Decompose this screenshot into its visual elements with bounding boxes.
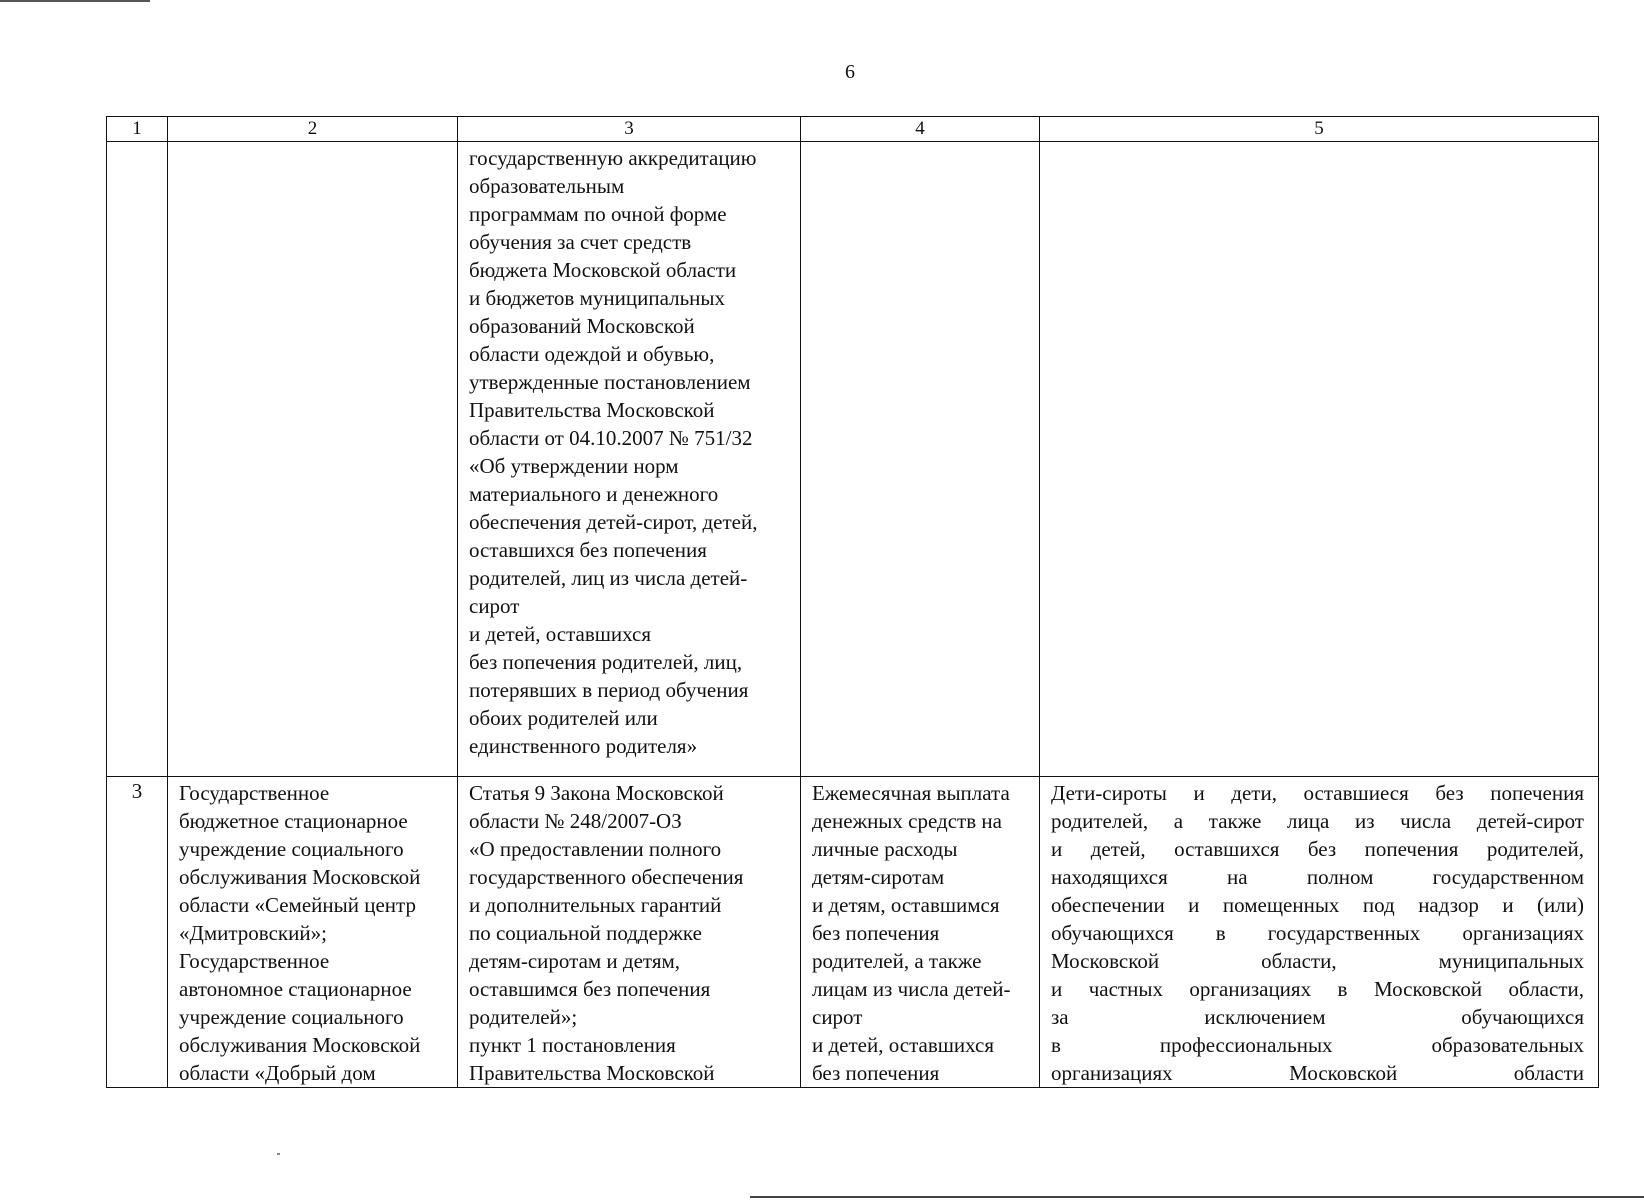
document-table	[106, 116, 1599, 1088]
text-line: за исключением обучающихся	[1051, 1005, 1584, 1029]
table-header-row	[107, 117, 1599, 142]
text-line: единственного родителя»	[469, 734, 698, 758]
text-line: Государственное	[179, 949, 330, 973]
cell-recipients	[1040, 777, 1599, 1088]
text-line: Дети-сироты и дети, оставшиеся без попечения	[1051, 781, 1584, 805]
text-line: государственного обеспечения	[469, 865, 744, 889]
text-line: по социальной поддержке	[469, 921, 702, 945]
text-line: и дополнительных гарантий	[469, 893, 722, 917]
text-line: учреждение социального	[179, 1005, 404, 1029]
column-header-2: 2	[168, 117, 458, 142]
text-line: обеспечении и помещенных под надзор и (или)	[1051, 893, 1584, 917]
text-line: сирот	[812, 1005, 863, 1029]
text-line: детям-сиротам	[812, 865, 945, 889]
text-line: родителей, а также	[812, 949, 982, 973]
column-header-5: 5	[1040, 117, 1599, 142]
text-line: в профессиональных образовательных	[1051, 1033, 1584, 1057]
text-line: бюджетное стационарное	[179, 809, 408, 833]
text-line: обеспечения детей-сирот, детей,	[469, 510, 758, 534]
text-line: без попечения родителей, лиц,	[469, 650, 743, 674]
text-line: и детей, оставшихся	[812, 1033, 995, 1057]
text-line: области одеждой и обувью,	[469, 342, 715, 366]
scan-speck	[277, 1153, 280, 1155]
text-line: «Об утверждении норм	[469, 454, 679, 478]
text-line: пункт 1 постановления	[469, 1033, 676, 1057]
text-line: Статья 9 Закона Московской	[469, 781, 724, 805]
scan-edge-mark-bottom	[750, 1196, 1644, 1198]
text-line: Правительства Московской	[469, 398, 715, 422]
text-line: программам по очной форме	[469, 202, 727, 226]
text-line: родителей»;	[469, 1005, 578, 1029]
text-line: обучающихся в государственных организациях	[1051, 921, 1584, 945]
text-line: организациях Московской области	[1051, 1061, 1584, 1085]
column-header-4: 4	[801, 117, 1040, 142]
text-line: Правительства Московской	[469, 1061, 715, 1085]
text-line: государственную аккредитацию	[469, 146, 757, 170]
text-line: «О предоставлении полного	[469, 837, 722, 861]
text-line: потерявших в период обучения	[469, 678, 749, 702]
text-line: бюджета Московской области	[469, 258, 737, 282]
text-line: области «Семейный центр	[179, 893, 416, 917]
text-line: без попечения	[812, 921, 940, 945]
text-line: находящихся на полном государственном	[1051, 865, 1584, 889]
cell-legal-basis	[458, 777, 801, 1088]
cell-number	[107, 142, 168, 777]
text-line: области от 04.10.2007 № 751/32	[469, 426, 753, 450]
text-line: оставшимся без попечения	[469, 977, 711, 1001]
text-line: области «Добрый дом	[179, 1061, 376, 1085]
cell-number: 3	[107, 777, 168, 1088]
text-line: Московской области, муниципальных	[1051, 949, 1584, 973]
column-header-3: 3	[458, 117, 801, 142]
cell-measure	[801, 777, 1040, 1088]
cell-legal-basis	[458, 142, 801, 777]
text-line: родителей, а также лица из числа детей-сирот	[1051, 809, 1584, 833]
text-line: области № 248/2007-ОЗ	[469, 809, 682, 833]
cell-organization	[168, 142, 458, 777]
page-number: 6	[845, 61, 855, 83]
cell-organization	[168, 777, 458, 1088]
cell-measure	[801, 142, 1040, 777]
text-line: Ежемесячная выплата	[812, 781, 1010, 805]
table-row-continuation	[107, 142, 1599, 777]
text-line: обоих родителей или	[469, 706, 658, 730]
text-line: сирот	[469, 594, 520, 618]
text-line: без попечения	[812, 1061, 940, 1085]
text-line: личные расходы	[812, 837, 958, 861]
text-line: и детей, оставшихся без попечения родителей,	[1051, 837, 1584, 861]
text-line: обслуживания Московской	[179, 1033, 421, 1057]
text-line: автономное стационарное	[179, 977, 412, 1001]
text-line: обслуживания Московской	[179, 865, 421, 889]
text-line: образовательным	[469, 174, 625, 198]
text-line: и бюджетов муниципальных	[469, 286, 725, 310]
text-line: и детям, оставшимся	[812, 893, 1000, 917]
text-line: и детей, оставшихся	[469, 622, 652, 646]
text-line: обучения за счет средств	[469, 230, 692, 254]
text-line: и частных организациях в Московской области,	[1051, 977, 1584, 1001]
column-header-1: 1	[107, 117, 168, 142]
table-row-3	[107, 777, 1599, 1088]
scan-edge-mark	[0, 0, 150, 2]
text-line: учреждение социального	[179, 837, 404, 861]
text-line: денежных средств на	[812, 809, 1002, 833]
text-line: оставшихся без попечения	[469, 538, 707, 562]
text-line: утвержденные постановлением	[469, 370, 751, 394]
text-line: родителей, лиц из числа детей-	[469, 566, 748, 590]
text-line: лицам из числа детей-	[812, 977, 1011, 1001]
text-line: «Дмитровский»;	[179, 921, 327, 945]
cell-recipients	[1040, 142, 1599, 777]
text-line: материального и денежного	[469, 482, 719, 506]
text-line: Государственное	[179, 781, 330, 805]
text-line: детям-сиротам и детям,	[469, 949, 681, 973]
text-line: образований Московской	[469, 314, 695, 338]
